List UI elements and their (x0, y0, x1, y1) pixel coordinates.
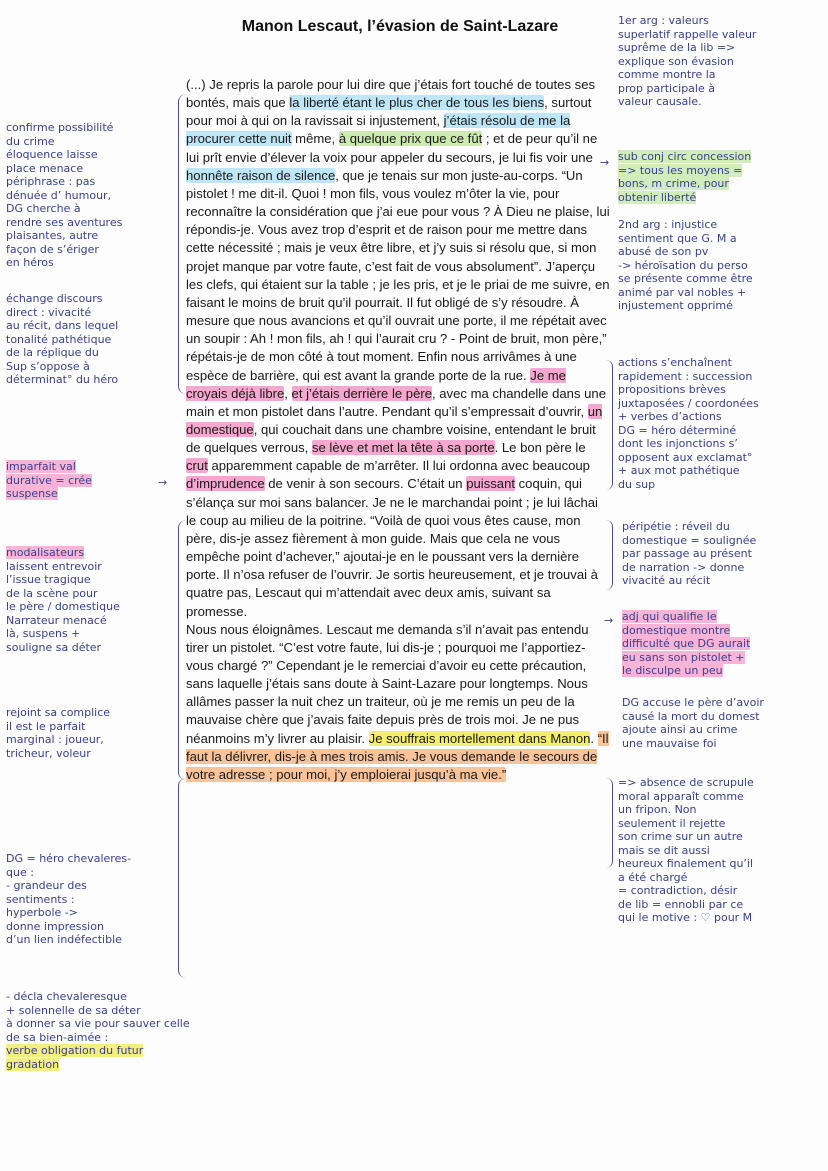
highlighted-phrase: puissant (466, 476, 515, 492)
text-run: apparemment capable de m’arrêter. Il lui ordonna avec beaucoup (207, 458, 590, 474)
annotation-left-6: DG = héro chevaleres- que : - grandeur des sentiments : hyperbole -> donne impression d’un lien indéfectible (6, 852, 132, 946)
left-brace-3 (178, 778, 187, 978)
arrow-icon: → (158, 476, 168, 489)
page-title: Manon Lescaut, l’évasion de Saint-Lazare (241, 18, 559, 35)
right-brace-1 (606, 360, 613, 490)
highlighted-phrase: “Il faut la délivrer, dis-je à mes trois amis. Je vous demande le secours de votre adresse ; pour moi, j’y emploierai jusqu’à ma vie.” (186, 730, 609, 782)
highlighted-phrase: crut (186, 458, 208, 474)
right-brace-2 (606, 520, 613, 590)
text-run: (...) Je repris la parole pour lui dire que j’étais fort touché de toutes ses bontés, mais que (186, 77, 596, 111)
text-run: , (284, 385, 292, 401)
annotation-left-7: - décla chevaleresque + solennelle de sa déter à donner sa vie pour sauver celle de sa bien-aimée : (6, 990, 190, 1044)
annotation-right-6 (622, 610, 822, 678)
annotation-right-6-text: adj qui qualifie le domestique montre difficulté que DG aurait eu sans son pistolet + le disculpe un peu (622, 610, 751, 677)
highlighted-phrase: se lève et met la tête à sa porte (311, 440, 495, 456)
highlighted-phrase: d’imprudence (186, 476, 265, 492)
arrow-icon: → (600, 156, 610, 169)
highlighted-phrase: la liberté étant le plus cher de tous les biens (289, 95, 545, 111)
highlighted-phrase: et j’étais derrière le père (291, 385, 432, 401)
annotation-right-5: péripétie : réveil du domestique = soulignée par passage au présent de narration -> donne vivacité au récit (622, 520, 757, 587)
annotation-left-5: rejoint sa complice il est le parfait marginal : joueur, tricheur, voleur (6, 706, 111, 760)
highlighted-phrase: Je me croyais déjà libre (186, 367, 566, 401)
arrow-icon: → (604, 614, 614, 627)
annotation-right-4: actions s’enchaînent rapidement : succession propositions brèves juxtaposées / coordonées + verbes d’actions DG = héro déterminé dont les injonctions s’ opposent aux exclamat° + aux mot pathétique du sup (618, 356, 759, 491)
text-run: , surtout pour moi à qui on la ravissait si injustement, (186, 95, 592, 129)
paragraph-1 (186, 76, 610, 621)
left-brace-2 (178, 520, 187, 780)
annotation-left-3-text: imparfait val durative = crée suspense (6, 460, 92, 500)
annotation-right-2 (618, 150, 823, 204)
text-run: , avec ma chandelle dans une main et mon pistolet dans l’autre. Pendant qu’il s’empressait d’ouvrir, (186, 385, 606, 419)
annotation-left-2: échange discours direct : vivacité au récit, dans lequel tonalité pathétique de la réplique du Sup s’oppose à déterminat° du héro (6, 292, 119, 386)
left-brace-1 (178, 94, 187, 394)
text-run: Nous nous éloignâmes. Lescaut me demanda s’il n’avait pas entendu tirer un pistolet. “C’est votre faute, lui dis-je ; pourquoi me l’apportiez-vous chargé ?” Cependant je le remerciai d’avoir eu cette précaution, sans laquelle j’étais sans doute à Saint-Lazare pour longtemps. Nous allâmes passer la nuit chez un traiteur, où je me remis un peu de la mauvaise chère que j’avais faite depuis près de trois moi. Je ne pus néanmoins m’y livrer au plaisir. (186, 621, 589, 746)
paragraph-2 (186, 621, 610, 784)
excerpt-text (186, 76, 610, 784)
annotation-right-3: 2nd arg : injustice sentiment que G. M a abusé de son pv -> héroïsation du perso se présente comme être animé par val nobles + injustement opprimé (618, 218, 753, 312)
text-run: , que je tenais sur mon juste-au-corps. “Un pistolet ! me dit-il. Quoi ! mon fils, vous voulez m’ôter la vie, pour reconnaître la considération que j’ai eue pour vous ? À Dieu ne plaise, lui répondis-je. Vous avez trop d’esprit et de raison pour me mettre dans cette nécessité ; mais je veux être libre, et j’y suis si résolu que, si mon projet manque par votre faute, c’est fait de vous absolument”. J’aperçu les clefs, qui étaient sur la table ; je les pris, et je le priai de me suivre, en faisant le moins de bruit qu’il pourrait. Il fut obligé de s’y résoudre. À mesure que nous avancions et qu’il ouvrait une porte, il me répétait avec un soupir : Ah ! mon fils, ah ! qui l’aurait cru ? - Point de bruit, mon père,” répétais-je de mon côté à tout moment. Enfin nous arrivâmes à une espèce de barrière, qui est avant la grande porte de la rue. (186, 167, 610, 383)
text-run: ; et de peur qu’il ne lui prît envie d’élever la voix pour appeler du secours, je lui fis voir une (186, 131, 598, 165)
annotation-left-4 (6, 546, 166, 654)
annotation-left-1: confirme possibilité du crime éloquence laisse place menace périphrase : pas dénuée d’ humour, DG cherche à rendre ses aventures plaisantes, autre façon de s’ériger en héros (6, 121, 123, 269)
annotation-left-3 (6, 460, 156, 501)
annotation-left-4-title: modalisateurs (6, 546, 85, 559)
annotation-left-4-body: laissent entrevoir l’issue tragique de la scène pour le père / domestique Narrateur menacé là, suspens + souligne sa déter (6, 559, 120, 654)
annotation-right-8: => absence de scrupule moral apparaît comme un fripon. Non seulement il rejette son crime sur un autre mais se dit aussi heureux finalement qu’il a été chargé = contradiction, désir de lib = ennobli par ce qui le motive : ♡ pour M (618, 776, 754, 924)
annotation-right-1: 1er arg : valeurs superlatif rappelle valeur suprême de la lib => explique son évasion comme montre la prop participale à valeur causale. (618, 14, 757, 108)
text-run: , qui couchait dans une chambre voisine, entendant le bruit de quelques verrous, (186, 421, 596, 456)
text-run: de venir à son secours. C’était un (264, 476, 467, 492)
annotation-right-2-text: sub conj circ concession => tous les moyens = bons, m crime, pour obtenir liberté (618, 150, 752, 204)
text-run: . Le bon père le (494, 440, 586, 456)
annotation-right-7: DG accuse le père d’avoir causé la mort du domest ajoute ainsi au crime une mauvaise foi (622, 696, 764, 750)
highlighted-phrase: Je souffrais mortellement dans Manon (368, 730, 591, 746)
highlighted-phrase: un domestique (186, 403, 603, 437)
annotation-left-8-text: verbe obligation du futur gradation (6, 1044, 144, 1071)
text-run: . (590, 730, 598, 746)
text-run: même, (291, 131, 339, 147)
text-run: coquin, qui s’élança sur moi sans balancer. Je ne le marchandai point ; je lui lâchai le coup au milieu de la poitrine. “Voilà de quoi vous êtes cause, mon père, dis-je assez fièrement à mon guide. Mais que cela ne vous empêche point d’achever,” ajoutai-je en le poussant vers la dernière porte. Il n’osa refuser de l’ouvrir. Je sortis heureusement, et je trouvai à quatre pas, Lescaut qui m’attendait avec deux amis, suivant sa promesse. (186, 476, 598, 619)
highlighted-phrase: j’étais résolu de me la procurer cette nuit (186, 113, 571, 147)
highlighted-phrase: honnête raison de silence (186, 167, 336, 183)
highlighted-phrase: à quelque prix que ce fût (338, 131, 483, 147)
right-brace-3 (606, 778, 613, 868)
annotation-left-8 (6, 1044, 256, 1071)
